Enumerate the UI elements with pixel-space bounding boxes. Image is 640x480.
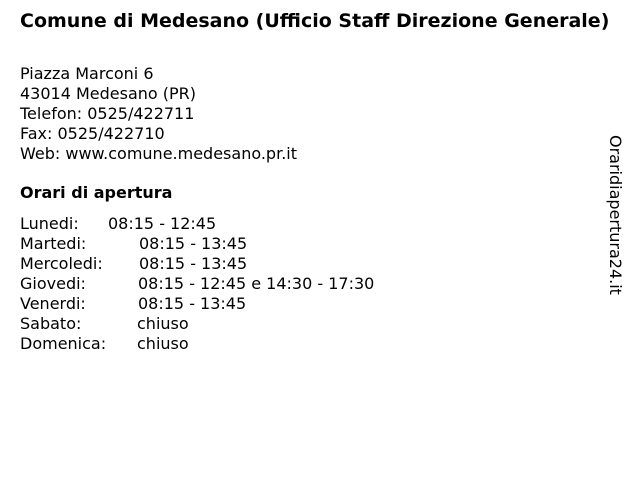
fax-number: Fax: 0525/422710 [20,124,165,143]
time-value: 08:15 - 13:45 [139,254,248,273]
city-postal-code: 43014 Medesano (PR) [20,84,197,103]
day-label: Mercoledi: [20,254,103,273]
day-label: Sabato: [20,314,82,333]
time-value: 08:15 - 13:45 [138,294,247,313]
page-title: Comune di Medesano (Ufficio Staff Direzione Generale) [20,10,610,32]
website: Web: www.comune.medesano.pr.it [20,144,297,163]
opening-hours-heading: Orari di apertura [20,183,173,202]
time-value: 08:15 - 12:45 [108,214,217,233]
time-value: 08:15 - 13:45 [139,234,248,253]
phone-number: Telefon: 0525/422711 [20,104,195,123]
time-value: chiuso [137,314,189,333]
time-value: 08:15 - 12:45 e 14:30 - 17:30 [138,274,375,293]
day-label: Domenica: [20,334,107,353]
street-address: Piazza Marconi 6 [20,64,154,83]
time-value: chiuso [137,334,189,353]
day-label: Lunedi: [20,214,79,233]
day-label: Martedi: [20,234,87,253]
day-label: Giovedi: [20,274,86,293]
address-block [20,64,297,164]
site-watermark: Oraridiapertura24.it [606,135,625,295]
day-label: Venerdi: [20,294,86,313]
